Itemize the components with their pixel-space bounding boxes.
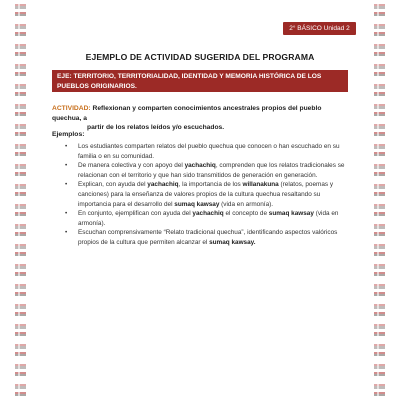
list-item-text: Escuchan comprensivamente “Relato tradicional quechua”, identificando aspectos valóricos propios de la cultura que permiten alcanzar el — [78, 229, 338, 246]
list-item-text: (relatos, poemas y canciones) para la enseñanza de valores propios de la cultura quechua resaltando su importancia para el desarrollo del — [78, 181, 334, 208]
actividad-text-line2: partir de los relatos leídos y/o escuchados. — [87, 124, 225, 131]
list-item-text: Los estudiantes comparten relatos del pueblo quechua que conocen o han escuchado en su familia o en su comunidad. — [78, 143, 340, 160]
bullet-icon: • — [65, 181, 68, 189]
term-sumaq-kawsay: sumaq kawsay. — [209, 238, 256, 246]
decorative-border-left — [15, 0, 26, 400]
list-item-text: , la importancia de los — [178, 181, 243, 189]
ejemplos-list — [52, 142, 348, 248]
list-item — [52, 209, 348, 228]
list-item-text: (vida en armonía). — [219, 200, 274, 208]
term-yachachiq: yachachiq — [192, 210, 224, 218]
unit-badge: 2° BÁSICO Unidad 2 — [283, 22, 356, 35]
list-item-text: En conjunto, ejemplifican con ayuda del — [78, 210, 193, 218]
list-item-text: Explican, con ayuda del — [78, 181, 148, 189]
list-item — [52, 142, 348, 161]
term-sumaq-kawsay: sumaq kawsay — [174, 200, 220, 208]
term-sumaq-kawsay: sumaq kawsay — [268, 210, 314, 218]
list-item-text: De manera colectiva y con apoyo del — [78, 162, 185, 170]
list-item — [52, 161, 348, 180]
list-item — [52, 228, 348, 247]
list-item-text: (vida en armonía). — [78, 210, 339, 227]
term-willanakuna: willanakuna — [242, 181, 279, 189]
bullet-icon: • — [65, 229, 68, 237]
term-yachachiq: yachachiq — [147, 181, 179, 189]
actividad-text-line1: Reflexionan y comparten conocimientos ancestrales propios del pueblo quechua, a — [52, 105, 322, 122]
eje-text: EJE: TERRITORIO, TERRITORIALIDAD, IDENTIDAD Y MEMORIA HISTÓRICA DE LOS PUEBLOS ORIGINARIOS. — [57, 73, 322, 90]
list-item-text: , comprenden que los relatos tradicionales se relacionan con el territorio y que han sido transmitidos de generación en generación. — [78, 162, 345, 179]
eje-banner — [52, 70, 348, 92]
actividad-label: ACTIVIDAD: — [52, 105, 91, 112]
ejemplos-heading: Ejemplos: — [52, 131, 85, 138]
list-item-text: el concepto de — [223, 210, 269, 218]
actividad-block — [52, 104, 348, 133]
term-yachachiq: yachachiq — [184, 162, 216, 170]
bullet-icon: • — [65, 143, 68, 150]
decorative-border-right — [374, 0, 385, 400]
bullet-icon: • — [65, 210, 68, 218]
list-item — [52, 180, 348, 209]
page-title: EJEMPLO DE ACTIVIDAD SUGERIDA DEL PROGRAMA — [85, 52, 315, 62]
bullet-icon: • — [65, 162, 68, 170]
